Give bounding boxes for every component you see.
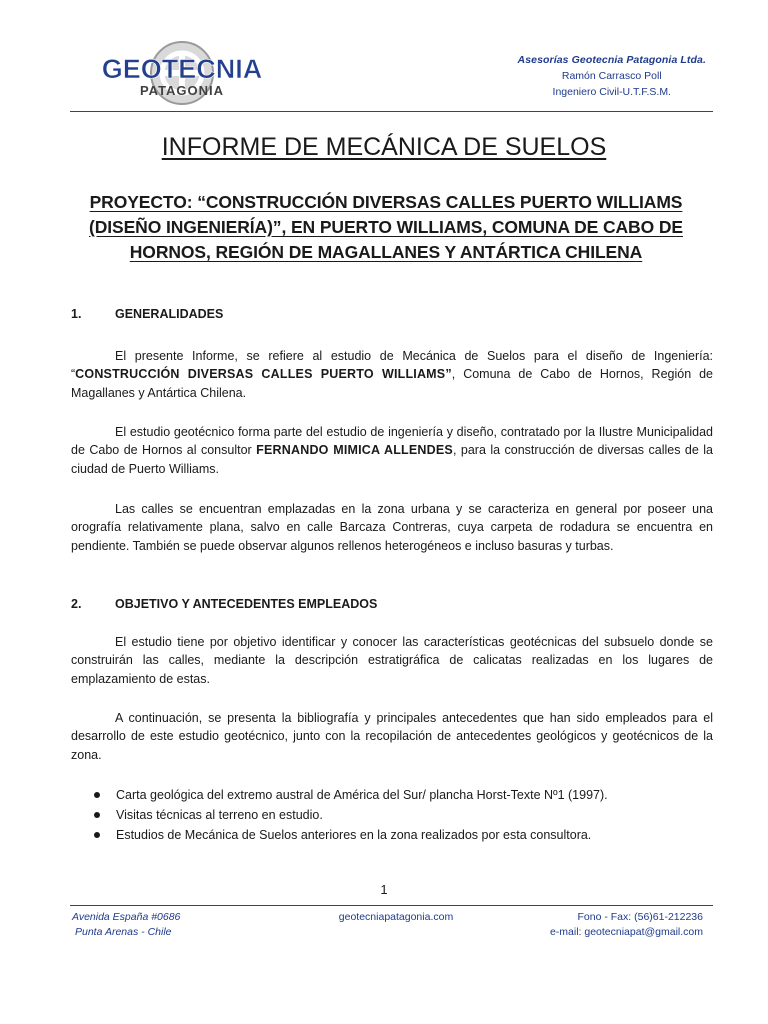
- footer-divider: [70, 905, 713, 906]
- svg-text:PATAGONIA: PATAGONIA: [139, 83, 225, 98]
- section-1-paragraph-3: Las calles se encuentran emplazadas en la zona urbana y se caracteriza en general por poseer una orografía relativamente plana, salvo en calle Barcaza Contreras, cuya carpeta de rodadura se encuentra en pendiente. También se puede observar algunos rellenos heterogéneos e incluso basuras y turbas.: [71, 502, 713, 553]
- section-1-paragraph-1: El presente Informe, se refiere al estudio de Mecánica de Suelos para el diseño de Ingeniería: “CONSTRUCCIÓN DIVERSAS CALLES PUERTO WILLIAMS”, Comuna de Cabo de Hornos, Región de Magallanes y Antártica Chilena.: [71, 349, 714, 400]
- document-title: INFORME DE MECÁNICA DE SUELOS: [161, 133, 607, 161]
- engineer-name: Ramón Carrasco Poll: [561, 70, 662, 82]
- header-divider: [70, 111, 713, 112]
- section-2-heading: 2. OBJETIVO Y ANTECEDENTES EMPLEADOS: [71, 597, 378, 611]
- section-2-paragraph-1: El estudio tiene por objetivo identificar y conocer las características geotécnicas del subsuelo donde se construirán las calles, mediante la descripción estratigráfica de calicatas realizadas en los lugares de emplazamiento de estas.: [71, 635, 713, 686]
- list-item: Estudios de Mecánica de Suelos anteriores en la zona realizados por esta consultora.: [94, 825, 608, 845]
- bullet-icon: [94, 792, 100, 798]
- footer-website[interactable]: geotecniapatagonia.com: [338, 911, 454, 923]
- antecedents-list: [94, 785, 608, 845]
- section-1-paragraph-2: El estudio geotécnico forma parte del estudio de ingeniería y diseño, contratado por la Ilustre Municipalidad de Cabo de Hornos al consultor FERNANDO MIMICA ALLENDES, para la construcción de diversas calles de la ciudad de Puerto Williams.: [71, 425, 713, 476]
- footer-email[interactable]: e-mail: geotecniapat@gmail.com: [549, 926, 703, 938]
- company-name: Asesorías Geotecnia Patagonia Ltda.: [517, 54, 706, 66]
- company-info: [518, 52, 706, 100]
- section-2-paragraph-2: A continuación, se presenta la bibliografía y principales antecedentes que han sido empleados para el desarrollo de este estudio geotécnico, junto con la recopilación de antecedentes geológicos y geotécnicos de la zona.: [71, 711, 713, 762]
- footer-contact: [550, 910, 703, 940]
- footer-address: Avenida España #0686 Punta Arenas - Chile: [72, 911, 181, 938]
- project-title: PROYECTO: “CONSTRUCCIÓN DIVERSAS CALLES PUERTO WILLIAMS (DISEÑO INGENIERÍA)”, EN PUERTO WILLIAMS, COMUNA DE CABO DE HORNOS, REGIÓN DE MAGALLANES Y ANTÁRTICA CHILENA: [89, 192, 683, 262]
- bullet-icon: [94, 812, 100, 818]
- company-logo: [82, 40, 282, 106]
- section-1-heading: 1. GENERALIDADES: [71, 307, 224, 321]
- bullet-icon: [94, 832, 100, 838]
- svg-text:GEOTECNIA: GEOTECNIA: [101, 54, 263, 84]
- footer-phone: Fono - Fax: (56)61-212236: [577, 911, 703, 923]
- list-item: Carta geológica del extremo austral de América del Sur/ plancha Horst-Texte Nº1 (1997).: [94, 785, 608, 805]
- page-number: 1: [380, 882, 388, 897]
- engineer-title: Ingeniero Civil-U.T.F.S.M.: [552, 86, 671, 98]
- list-item: Visitas técnicas al terreno en estudio.: [94, 805, 608, 825]
